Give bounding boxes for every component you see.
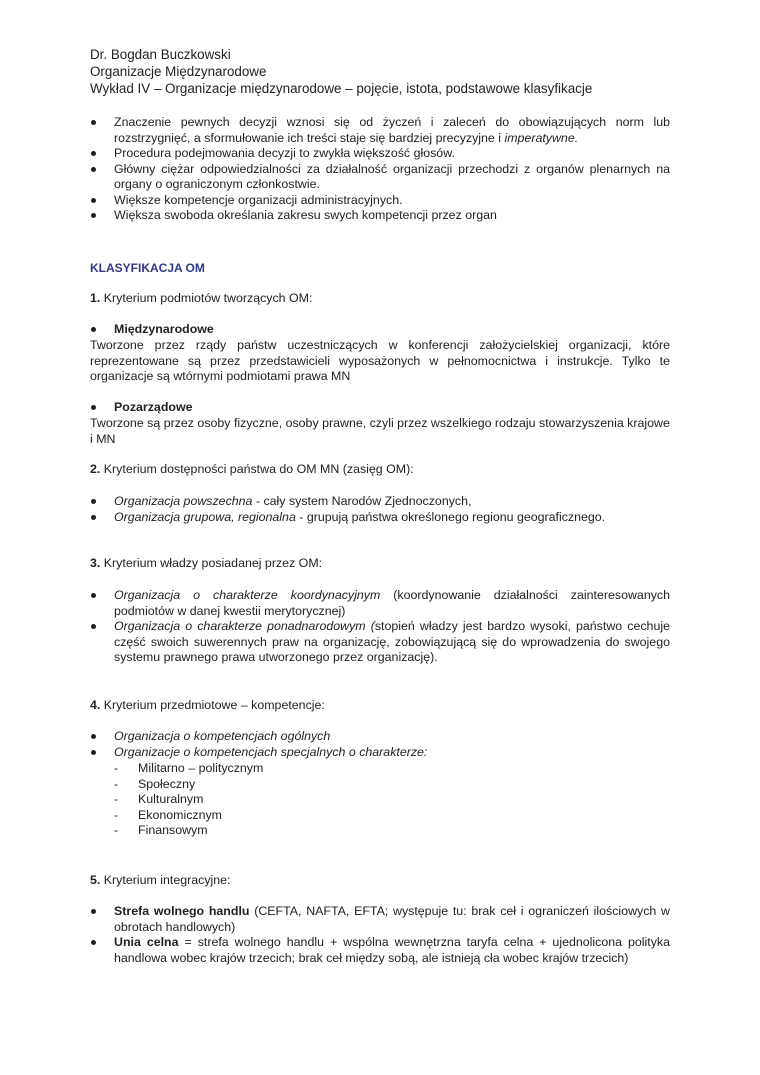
list-item: Organizacja o charakterze koordynacyjnym (koordynowanie działalności zainteresowanych podmiotów w danej kwestii merytorycznej) [90, 588, 670, 619]
criterion-5-list [90, 904, 670, 966]
criterion-3-title: 3. Kryterium władzy posiadanej przez OM: [90, 556, 323, 570]
criterion-1-sub2 [90, 400, 193, 416]
list-item: Procedura podejmowania decyzji to zwykła większość głosów. [90, 146, 670, 162]
criterion-1-sub1-text: Tworzone przez rządy państw uczestniczących w konferencji założycielskiej organizacji, które reprezentowane są przez przedstawicieli wyposażonych w pełnomocnictwa i instrukcje. Tylko te organizacje są wtórnymi podmiotami prawa MN [90, 338, 670, 383]
list-item: - Finansowym [114, 823, 263, 839]
list-item: Główny ciężar odpowiedzialności za działalność organizacji przechodzi z organów plenarnych na organy o ograniczonym członkostwie. [90, 162, 670, 193]
criterion-5-title: 5. Kryterium integracyjne: [90, 873, 231, 887]
list-item: - Kulturalnym [114, 792, 263, 808]
author-line: Dr. Bogdan Buczkowski [90, 47, 231, 62]
criterion-2-list [90, 494, 670, 525]
list-item: Większe kompetencje organizacji administracyjnych. [90, 193, 670, 209]
document-header [90, 46, 592, 97]
list-item: - Społeczny [114, 777, 263, 793]
list-item: Organizacja o kompetencjach ogólnych [90, 729, 670, 745]
criterion-4-title: 4. Kryterium przedmiotowe – kompetencje: [90, 698, 325, 712]
list-item: Organizacje o kompetencjach specjalnych o charakterze: [90, 745, 670, 761]
criterion-2-title: 2. Kryterium dostępności państwa do OM MN (zasięg OM): [90, 462, 414, 476]
intro-bullet-list [90, 115, 670, 224]
list-item: Większa swoboda określania zakresu swych kompetencji przez organ [90, 208, 670, 224]
list-item: Pozarządowe [90, 400, 193, 416]
criterion-1-sub1 [90, 322, 214, 338]
list-item: Organizacja o charakterze ponadnarodowym (stopień władzy jest bardzo wysoki, państwo cechuje część swoich suwerennych praw na organizację, zobowiązującą się do wprowadzenia do swojego systemu prawnego prawa utworzonego przez organizację). [90, 619, 670, 666]
course-line: Organizacje Międzynarodowe [90, 64, 267, 79]
list-item: Organizacja powszechna - cały system Narodów Zjednoczonych, [90, 494, 670, 510]
criterion-1-sub2-text: Tworzone są przez osoby fizyczne, osoby prawne, czyli przez wszelkiego rodzaju stowarzyszenia krajowe i MN [90, 416, 670, 446]
list-item: - Ekonomicznym [114, 808, 263, 824]
list-item: Międzynarodowe [90, 322, 214, 338]
list-item: Strefa wolnego handlu (CEFTA, NAFTA, EFTA; występuje tu: brak ceł i ograniczeń ilościowych w obrotach handlowych) [90, 904, 670, 935]
section-heading: KLASYFIKACJA OM [90, 261, 205, 275]
list-item: Organizacja grupowa, regionalna - grupują państwa określonego regionu geograficznego. [90, 510, 670, 526]
criterion-4-dash-list [90, 761, 263, 839]
criterion-3-list [90, 588, 670, 666]
list-item: Unia celna = strefa wolnego handlu + wspólna wewnętrzna taryfa celna + ujednolicona polityka handlowa wobec krajów trzecich; brak ceł między sobą, ale istnieją cła wobec krajów trzecich) [90, 935, 670, 966]
criterion-4-list [90, 729, 670, 760]
criterion-1-title: 1. Kryterium podmiotów tworzących OM: [90, 291, 313, 305]
list-item: Znaczenie pewnych decyzji wznosi się od życzeń i zaleceń do obowiązujących norm lub rozstrzygnięć, a sformułowanie ich treści staje się bardziej precyzyjne i imperatywne. [90, 115, 670, 146]
list-item: - Militarno – politycznym [114, 761, 263, 777]
lecture-title: Wykład IV – Organizacje międzynarodowe – pojęcie, istota, podstawowe klasyfikacje [90, 81, 593, 96]
